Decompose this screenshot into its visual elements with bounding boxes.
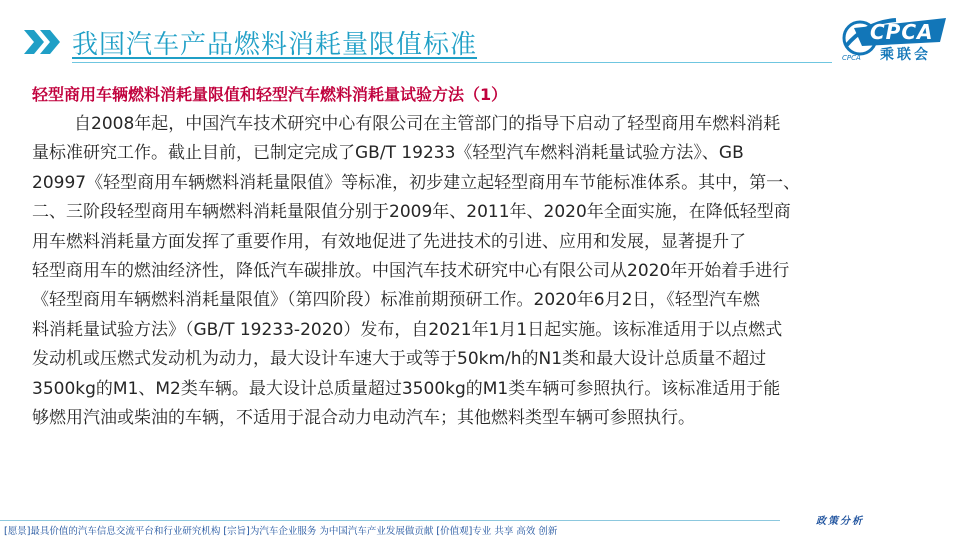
logo-small-text: CPCA <box>842 54 861 62</box>
body-line: 3500kg的M1、M2类车辆。最大设计总质量超过3500kg的M1类车辆可参照执行。该标准适用于能 <box>32 378 781 399</box>
logo-subtext: 乘联会 <box>880 47 931 63</box>
body-line: 二、三阶段轻型商用车辆燃料消耗量限值分别于2009年、2011年、2020年全面实施，在降低轻型商 <box>32 202 791 223</box>
logo-text: CPCA <box>870 20 934 44</box>
section-subtitle: 轻型商用车辆燃料消耗量限值和轻型汽车燃料消耗量试验方法（1） <box>32 85 508 104</box>
body-line: 自2008年起，中国汽车技术研究中心有限公司在主管部门的指导下启动了轻型商用车燃料消耗 <box>74 114 781 134</box>
body-line: 《轻型商用车辆燃料消耗量限值》（第四阶段）标准前期预研工作。2020年6月2日，《轻型汽车燃 <box>32 290 760 311</box>
footer-divider <box>0 520 780 521</box>
double-chevron-icon <box>22 28 64 56</box>
body-line: 20997《轻型商用车辆燃料消耗量限值》等标准，初步建立起轻型商用车节能标准体系。其中，第一、 <box>32 172 801 193</box>
body-line: 料消耗量试验方法》（GB/T 19233-2020）发布，自2021年1月1日起实施。该标准适用于以点燃式 <box>32 319 783 340</box>
body-line: 够燃用汽油或柴油的车辆，不适用于混合动力电动汽车；其他燃料类型车辆可参照执行。 <box>32 408 695 429</box>
body-line: 发动机或压燃式发动机为动力，最大设计车速大于或等于50km/h的N1类和最大设计总质量不超过 <box>32 349 767 370</box>
footer-section-label: 政策分析 <box>816 516 864 527</box>
body-paragraph <box>32 110 922 433</box>
page-title: 我国汽车产品燃料消耗量限值标准 <box>72 30 478 60</box>
body-line: 轻型商用车的燃油经济性，降低汽车碳排放。中国汽车技术研究中心有限公司从2020年开始着手进行 <box>32 261 790 282</box>
body-line: 用车燃料消耗量方面发挥了重要作用，有效地促进了先进技术的引进、应用和发展，显著提升了 <box>32 231 746 252</box>
footer-motto: [愿景]最具价值的汽车信息交流平台和行业研究机构 [宗旨]为汽车企业服务 为中国汽车产业发展做贡献 [价值观]专业 共享 高效 创新 <box>4 526 558 537</box>
header-divider <box>72 62 832 63</box>
body-line: 量标准研究工作。截止目前，已制定完成了GB/T 19233《轻型汽车燃料消耗量试验方法》、GB <box>32 143 744 164</box>
